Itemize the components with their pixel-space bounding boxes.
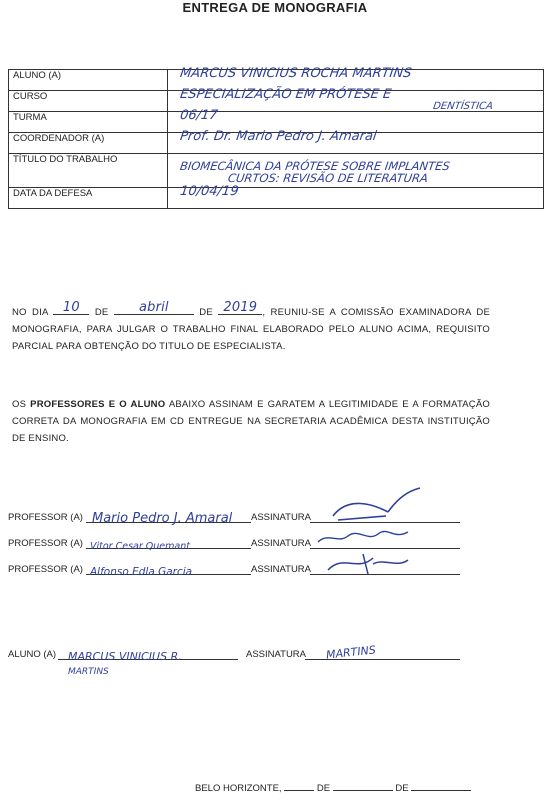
- student-signature: MARTINS: [325, 643, 377, 662]
- professor-name-3: Alfonso Edla Garcia: [90, 566, 193, 578]
- professor-row-3: [8, 560, 508, 580]
- declaration-prefix: NO DIA: [12, 307, 48, 318]
- professor-name-2: Vitor Cesar Quemant: [90, 541, 190, 552]
- footer-month-blank: [333, 780, 393, 791]
- legitimacy-rest: ABAIXO ASSINAM E GARATEM A LEGITIMIDADE E A FORMATAÇÃO CORRETA DA MONOGRAFIA EM CD ENTREGUE NA SECRETARIA ACADÊMICA DESTA INSTITUIÇÃO DE ENSINO.: [12, 399, 490, 444]
- handwritten-data-defesa: 10/04/19: [179, 184, 240, 199]
- value-curso: [168, 87, 544, 112]
- label-turma: TURMA: [9, 112, 168, 133]
- handwritten-turma: 06/17: [179, 108, 219, 123]
- info-table: [8, 66, 544, 209]
- legitimacy-bold: PROFESSORES E O ALUNO: [30, 399, 166, 410]
- declaration-de2: DE: [199, 307, 213, 318]
- handwritten-month: abril: [138, 300, 169, 315]
- table-row: [9, 133, 544, 154]
- professor-signature-2: [313, 526, 413, 550]
- handwritten-day: 10: [62, 300, 80, 315]
- footer-city: BELO HORIZONTE,: [195, 783, 282, 794]
- professor-name-1: Mario Pedro J. Amaral: [92, 511, 233, 526]
- blank-day: [53, 302, 89, 315]
- footer-day-blank: [284, 780, 314, 791]
- value-titulo: [168, 154, 544, 188]
- blank-month: [114, 302, 194, 315]
- table-row: [9, 188, 544, 209]
- value-data-defesa: [168, 184, 544, 209]
- student-name-2: MARTINS: [68, 667, 109, 677]
- footer-date-line: [195, 780, 471, 794]
- label-coordenador: COORDENADOR (A): [9, 133, 168, 154]
- professor-signature-1: [328, 486, 428, 526]
- value-coordenador: [168, 129, 544, 154]
- handwritten-year: 2019: [223, 300, 258, 315]
- label-titulo: TÍTULO DO TRABALHO: [9, 154, 168, 188]
- student-name: MARCUS VINICIUS R.: [68, 650, 182, 663]
- declaration-rest: , REUNIU-SE A COMISSÃO EXAMINADORA DE MONOGRAFIA, PARA JULGAR O TRABALHO FINAL ELABORADO PELO ALUNO ACIMA, REQUISITO PARCIAL PARA OBTENÇÃO DO TITULO DE ESPECIALISTA.: [12, 307, 491, 352]
- table-row: [9, 91, 544, 112]
- professor-label-3: PROFESSOR (A): [8, 564, 83, 575]
- blank-year: [218, 302, 262, 315]
- footer-de1: DE: [316, 783, 331, 794]
- legitimacy-prefix: OS: [12, 399, 27, 410]
- declaration-de1: DE: [94, 307, 109, 318]
- footer-year-blank: [411, 780, 471, 791]
- footer-de2: DE: [395, 783, 409, 794]
- declaration-paragraph: [12, 302, 490, 355]
- professor-row-2: [8, 534, 508, 554]
- label-aluno: ALUNO (A): [9, 70, 168, 91]
- professor-signature-3: [323, 550, 413, 578]
- handwritten-titulo: BIOMECÂNICA DA PRÓTESE SOBRE IMPLANTES: [179, 159, 451, 173]
- student-label: ALUNO (A): [8, 649, 57, 660]
- handwritten-aluno: MARCUS VINICIUS ROCHA MARTINS: [179, 66, 413, 81]
- document-title: ENTREGA DE MONOGRAFIA: [182, 0, 368, 15]
- table-row: [9, 154, 544, 188]
- legitimacy-paragraph: [12, 396, 490, 447]
- signature-label-2: ASSINATURA: [251, 538, 312, 549]
- handwritten-curso-2: DENTÍSTICA: [432, 101, 494, 112]
- handwritten-titulo-2: CURTOS: REVISÃO DE LITERATURA: [227, 171, 429, 185]
- professor-row-1: [8, 508, 508, 528]
- signature-label-1: ASSINATURA: [251, 512, 312, 523]
- handwritten-curso: ESPECIALIZAÇÃO EM PRÓTESE E: [179, 87, 393, 102]
- student-signature-label: ASSINATURA: [246, 649, 307, 660]
- label-curso: CURSO: [9, 91, 168, 112]
- signature-label-3: ASSINATURA: [251, 564, 312, 575]
- student-row: [8, 643, 508, 677]
- label-data-defesa: DATA DA DEFESA: [9, 188, 168, 209]
- professor-label-2: PROFESSOR (A): [8, 538, 83, 549]
- professor-label-1: PROFESSOR (A): [8, 512, 83, 523]
- handwritten-coordenador: Prof. Dr. Mario Pedro J. Amaral: [179, 129, 378, 144]
